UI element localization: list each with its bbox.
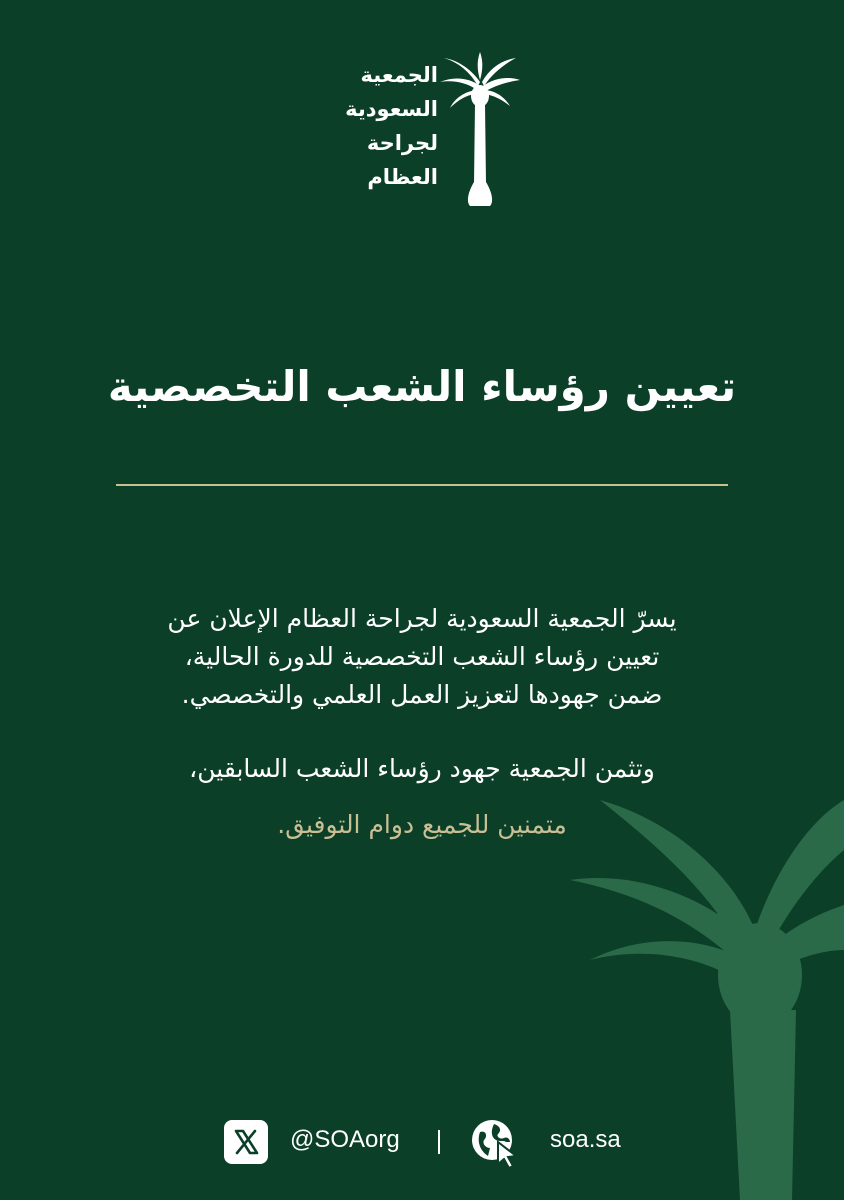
twitter-handle-link[interactable]: @SOAorg: [290, 1126, 400, 1153]
society-logo: [330, 48, 520, 218]
paragraph-1: [80, 600, 764, 714]
paragraph-2: وتثمن الجمعية جهود رؤساء الشعب السابقين،: [189, 754, 655, 783]
logo-line-1: الجمعية: [360, 63, 438, 87]
x-logo-icon[interactable]: [224, 1120, 268, 1164]
footer: [0, 1118, 844, 1166]
footer-separator: [438, 1130, 440, 1154]
logo-line-3: لجراحة: [366, 131, 438, 155]
paragraph-1-line-3: ضمن جهودها لتعزيز العمل العلمي والتخصصي.: [181, 680, 663, 709]
logo-line-4: العظام: [367, 165, 438, 189]
page-title: تعيين رؤساء الشعب التخصصية: [107, 362, 737, 411]
divider: [116, 484, 728, 486]
logo-line-2: السعودية: [345, 97, 438, 121]
globe-cursor-icon[interactable]: [470, 1118, 520, 1168]
paragraph-1-line-1: يسرّ الجمعية السعودية لجراحة العظام الإعلان عن: [167, 604, 677, 633]
website-link[interactable]: soa.sa: [550, 1126, 621, 1153]
closing-line: متمنين للجميع دوام التوفيق.: [277, 810, 567, 839]
palm-tree-icon: [440, 52, 520, 208]
paragraph-1-line-2: تعيين رؤساء الشعب التخصصية للدورة الحالية،: [184, 642, 660, 671]
announcement-body: [80, 600, 764, 844]
logo-wordmark: [330, 58, 438, 194]
